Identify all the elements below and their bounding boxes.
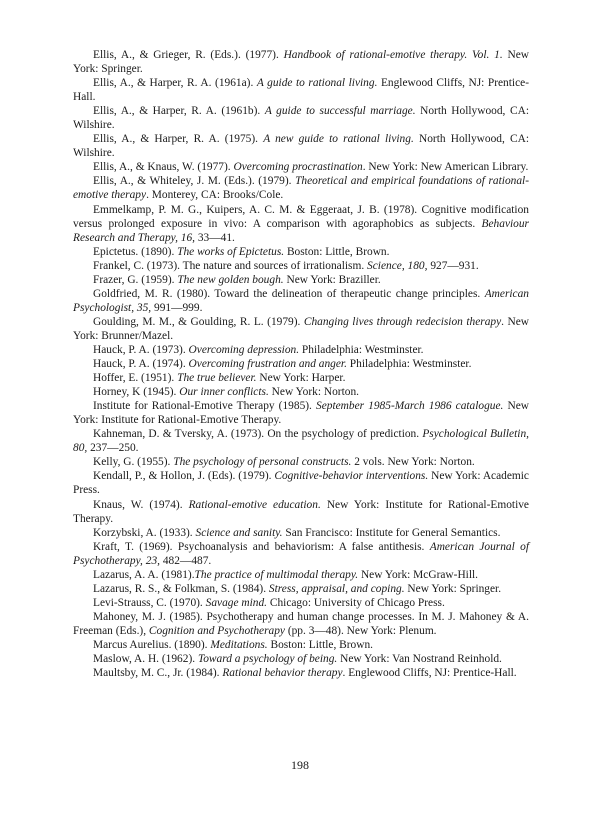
reference-entry [73, 638, 529, 652]
reference-authors-details: Ellis, A., & Harper, R. A. (1975). [93, 133, 264, 146]
reference-authors-details: Ellis, A., & Grieger, R. (Eds.). (1977). [93, 49, 284, 61]
reference-entry [73, 357, 529, 371]
reference-authors-details: Ellis, A., & Whiteley, J. M. (Eds.). (1979). [93, 175, 296, 188]
reference-entry [73, 174, 529, 202]
reference-title: Our inner conflicts. [179, 386, 269, 399]
reference-publisher: . Englewood Cliffs, NJ: Prentice-Hall. [342, 667, 517, 680]
reference-authors-details: Emmelkamp, P. M. G., Kuipers, A. C. M. & Eggeraat, J. B. (1978). Cognitive modification versus prolonged exposure in vivo: A comparison with agoraphobics as subjects. [73, 203, 529, 230]
reference-authors-details: Maultsby, M. C., Jr. (1984). [93, 667, 223, 680]
reference-entry [73, 273, 529, 287]
reference-authors-details: Frankel, C. (1973). The nature and sources of irrationalism. [93, 259, 368, 272]
reference-entry [73, 666, 529, 680]
reference-publisher: Englewood Cliffs, NJ: Prentice-Hall. [73, 77, 529, 104]
reference-publisher: North Hollywood, CA: Wilshire. [73, 105, 529, 132]
reference-entry [73, 343, 529, 357]
page-number: 198 [291, 758, 309, 772]
reference-title: Science and sanity. [195, 526, 283, 539]
reference-title: The practice of multimodal therapy. [194, 568, 359, 581]
reference-publisher: New York: Institute for Rational-Emotive Therapy. [73, 498, 529, 525]
reference-entry [73, 540, 529, 568]
reference-publisher: Chicago: University of Chicago Press. [267, 596, 445, 609]
reference-entry [73, 498, 529, 526]
reference-title: A new guide to rational living. [263, 133, 414, 146]
reference-authors-details: Levi-Strauss, C. (1970). [93, 596, 206, 609]
reference-title: Changing lives through redecision therapy [303, 315, 502, 328]
reference-authors-details: Marcus Aurelius. (1890). [93, 638, 211, 651]
reference-publisher: Boston: Little, Brown. [284, 245, 390, 258]
reference-authors-details: Hauck, P. A. (1974). [93, 358, 189, 371]
reference-entry [73, 259, 529, 273]
reference-title: Theoretical and empirical foundations of rational-emotive therapy [73, 175, 530, 202]
reference-entry [73, 371, 529, 385]
reference-title: American Psychologist, 35, [73, 287, 529, 314]
reference-authors-details: Korzybski, A. (1933). [93, 526, 196, 539]
reference-entry [73, 568, 529, 582]
reference-entry [73, 399, 529, 427]
reference-title: Overcoming depression. [188, 343, 300, 356]
reference-title: September 1985-March 1986 catalogue. [316, 400, 504, 413]
reference-publisher: 2 vols. New York: Norton. [351, 456, 475, 469]
reference-title: Savage mind. [205, 596, 268, 609]
reference-publisher: New York: Springer. [73, 49, 529, 76]
reference-publisher: . New York: New American Library. [362, 161, 529, 174]
reference-publisher: New York: McGraw-Hill. [358, 568, 479, 581]
reference-authors-details: Epictetus. (1890). [93, 245, 178, 258]
reference-authors-details: Maslow, A. H. (1962). [93, 653, 198, 666]
reference-publisher: Boston: Little, Brown. [267, 638, 374, 651]
reference-authors-details: Mahoney, M. J. (1985). Psychotherapy and human change processes. In M. J. Mahoney & A. Freeman (Eds.), [73, 610, 529, 637]
reference-publisher: San Francisco: Institute for General Semantics. [282, 526, 501, 539]
reference-entry [73, 287, 529, 315]
reference-publisher: New York: Van Nostrand Reinhold. [337, 653, 502, 666]
reference-publisher: 927—931. [427, 259, 479, 272]
reference-title: The new golden bough. [177, 273, 284, 286]
reference-title: Cognition and Psychotherapy [148, 624, 285, 637]
reference-title: Psychological Bulletin, 80, [73, 428, 529, 455]
reference-entry [73, 455, 529, 469]
reference-publisher: . New York: Brunner/Mazel. [73, 315, 530, 342]
reference-entry [73, 582, 529, 596]
reference-publisher: New York: Institute for Rational-Emotive Therapy. [73, 400, 530, 427]
reference-title: Toward a psychology of being. [197, 653, 338, 666]
reference-publisher: . Monterey, CA: Brooks/Cole. [146, 189, 284, 202]
reference-authors-details: Goulding, M. M., & Goulding, R. L. (1979). [93, 315, 304, 328]
reference-entry [73, 132, 529, 160]
reference-title: Meditations. [210, 638, 268, 651]
reference-title: Science, 180, [367, 259, 428, 272]
reference-entry [73, 245, 529, 259]
reference-title: A guide to rational living. [256, 77, 378, 90]
reference-entry [73, 315, 529, 343]
reference-title: Overcoming frustration and anger. [188, 358, 347, 371]
reference-publisher: (pp. 3—48). New York: Plenum. [284, 624, 437, 637]
reference-authors-details: Institute for Rational-Emotive Therapy (1985). [93, 400, 316, 413]
reference-entry [73, 160, 529, 174]
reference-publisher: New York: Springer. [404, 582, 502, 595]
reference-publisher: 482—487. [160, 554, 212, 567]
reference-authors-details: Hoffer, E. (1951). [93, 372, 178, 385]
reference-list [73, 48, 529, 680]
reference-title: The true believer. [177, 372, 257, 385]
reference-publisher: North Hollywood, CA: Wilshire. [73, 133, 529, 160]
reference-authors-details: Lazarus, R. S., & Folkman, S. (1984). [93, 582, 269, 595]
reference-title: Handbook of rational-emotive therapy. Vol. 1. [283, 49, 503, 61]
reference-entry [73, 76, 529, 104]
reference-entry [73, 610, 529, 638]
reference-entry [73, 104, 529, 132]
reference-publisher: New York: Harper. [256, 372, 346, 385]
reference-publisher: Philadelphia: Westminster. [346, 358, 472, 371]
reference-authors-details: Kraft, T. (1969). Psychoanalysis and behaviorism: A false antithesis. [93, 540, 430, 553]
reference-entry [73, 526, 529, 540]
reference-entry [73, 203, 529, 245]
reference-authors-details: Ellis, A., & Harper, R. A. (1961b). [93, 105, 265, 118]
reference-authors-details: Knaus, W. (1974). [93, 498, 189, 511]
reference-authors-details: Kelly, G. (1955). [93, 456, 174, 469]
reference-publisher: 237—250. [87, 442, 139, 455]
reference-authors-details: Ellis, A., & Harper, R. A. (1961a). [93, 77, 257, 90]
reference-publisher: 991—999. [151, 301, 203, 314]
reference-title: Rational behavior therapy [222, 667, 343, 680]
reference-entry [73, 652, 529, 666]
reference-authors-details: Horney, K (1945). [93, 386, 180, 399]
reference-entry [73, 385, 529, 399]
reference-title: Rational-emotive education. [188, 498, 321, 511]
reference-title: The psychology of personal constructs. [173, 456, 352, 469]
reference-authors-details: Kendall, P., & Hollon, J. (Eds). (1979). [93, 470, 275, 483]
reference-authors-details: Lazarus, A. A. (1981). [93, 568, 195, 581]
reference-title: Overcoming procrastination [233, 161, 363, 174]
reference-publisher: 33—41. [195, 231, 235, 244]
reference-entry [73, 427, 529, 455]
reference-entry [73, 48, 529, 76]
reference-title: The works of Epictetus. [177, 245, 285, 258]
reference-publisher: New York: Norton. [268, 386, 359, 399]
reference-publisher: New York: Academic Press. [73, 470, 529, 497]
reference-title: Stress, appraisal, and coping. [268, 582, 405, 595]
reference-authors-details: Kahneman, D. & Tversky, A. (1973). On the psychology of prediction. [93, 428, 423, 441]
reference-title: Behaviour Research and Therapy, 16, [73, 217, 529, 244]
reference-publisher: New York: Braziller. [283, 273, 381, 286]
reference-authors-details: Ellis, A., & Knaus, W. (1977). [93, 161, 234, 174]
reference-publisher: Philadelphia: Westminster. [299, 343, 424, 356]
reference-entry [73, 469, 529, 497]
reference-title: Cognitive-behavior interventions. [274, 470, 429, 483]
reference-authors-details: Hauck, P. A. (1973). [93, 343, 189, 356]
reference-title: A guide to successful marriage. [264, 105, 416, 118]
reference-authors-details: Goldfried, M. R. (1980). Toward the delineation of therapeutic change principles. [93, 287, 485, 300]
reference-authors-details: Frazer, G. (1959). [93, 273, 178, 286]
reference-entry [73, 596, 529, 610]
reference-title: American Journal of Psychotherapy, 23, [73, 540, 529, 567]
